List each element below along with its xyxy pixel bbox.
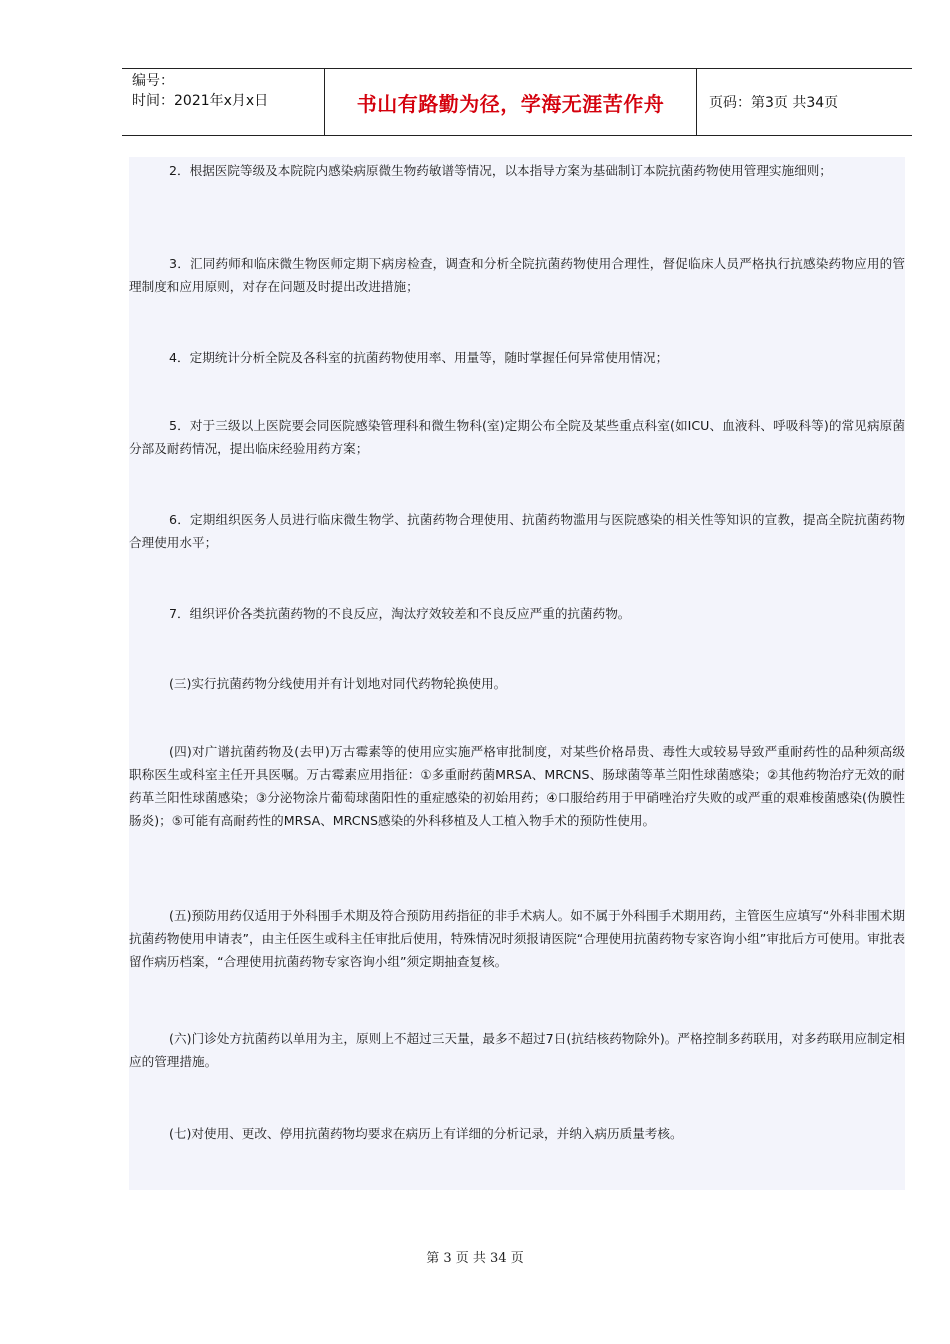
paragraph-section-4: (四)对广谱抗菌药物及(去甲)万古霉素等的使用应实施严格审批制度，对某些价格昂贵、毒性大或较易导致严重耐药性的品种须高级职称医生或科室主任开具医嘱。万古霉素应用指征：①多重耐药菌MRSA、MRCNS、肠球菌等革兰阳性球菌感染；②其他药物治疗无效的耐药革兰阳性球菌感染；③分泌物涂片葡萄球菌阳性的重症感染的初始用药；④口服给药用于甲硝唑治疗失败的或严重的艰难梭菌感染(伪膜性肠炎)；⑤可能有高耐药性的MRSA、MRCNS感染的外科移植及人工植入物手术的预防性使用。 xyxy=(129,744,905,828)
paragraph-section-7: (七)对使用、更改、停用抗菌药物均要求在病历上有详细的分析记录，并纳入病历质量考核。 xyxy=(169,1126,683,1141)
page-header xyxy=(122,68,912,136)
paragraph-item-7: 7．组织评价各类抗菌药物的不良反应，淘汰疗效较差和不良反应严重的抗菌药物。 xyxy=(169,606,631,621)
paragraph-section-3: (三)实行抗菌药物分线使用并有计划地对同代药物轮换使用。 xyxy=(169,676,507,691)
paragraph-section-5: (五)预防用药仅适用于外科围手术期及符合预防用药指征的非手术病人。如不属于外科围手术期用药，主管医生应填写“外科非围术期抗菌药物使用申请表”，由主任医生或科主任审批后使用，特殊情况时须报请医院“合理使用抗菌药物专家咨询小组”审批后方可使用。审批表留作病历档案，“合理使用抗菌药物专家咨询小组”须定期抽查复核。 xyxy=(129,908,905,969)
document-body xyxy=(129,157,905,1190)
paragraph-item-6: 6．定期组织医务人员进行临床微生物学、抗菌药物合理使用、抗菌药物滥用与医院感染的相关性等知识的宣教，提高全院抗菌药物合理使用水平； xyxy=(129,512,905,550)
header-meta xyxy=(122,69,324,135)
page-footer: 第 3 页 共 34 页 xyxy=(426,1251,524,1266)
header-motto: 书山有路勤为径，学海无涯苦作舟 xyxy=(324,69,697,135)
paragraph-item-4: 4．定期统计分析全院及各科室的抗菌药物使用率、用量等，随时掌握任何异常使用情况； xyxy=(169,350,669,365)
document-time-label: 时间：2021年x月x日 xyxy=(132,93,269,109)
document-number-label: 编号： xyxy=(132,73,174,89)
paragraph-item-5: 5．对于三级以上医院要会同医院感染管理科和微生物科(室)定期公布全院及某些重点科室(如ICU、血液科、呼吸科等)的常见病原菌分部及耐药情况，提出临床经验用药方案； xyxy=(129,418,905,456)
paragraph-item-2: 2．根据医院等级及本院院内感染病原微生物药敏谱等情况，以本指导方案为基础制订本院抗菌药物使用管理实施细则； xyxy=(169,163,832,178)
paragraph-item-3: 3．汇同药师和临床微生物医师定期下病房检查，调查和分析全院抗菌药物使用合理性，督促临床人员严格执行抗感染药物应用的管理制度和应用原则，对存在问题及时提出改进措施； xyxy=(129,256,905,294)
paragraph-section-6: (六)门诊处方抗菌药以单用为主，原则上不超过三天量，最多不超过7日(抗结核药物除外)。严格控制多药联用，对多药联用应制定相应的管理措施。 xyxy=(129,1031,905,1069)
header-page-number: 页码：第3页 共34页 xyxy=(709,95,839,111)
